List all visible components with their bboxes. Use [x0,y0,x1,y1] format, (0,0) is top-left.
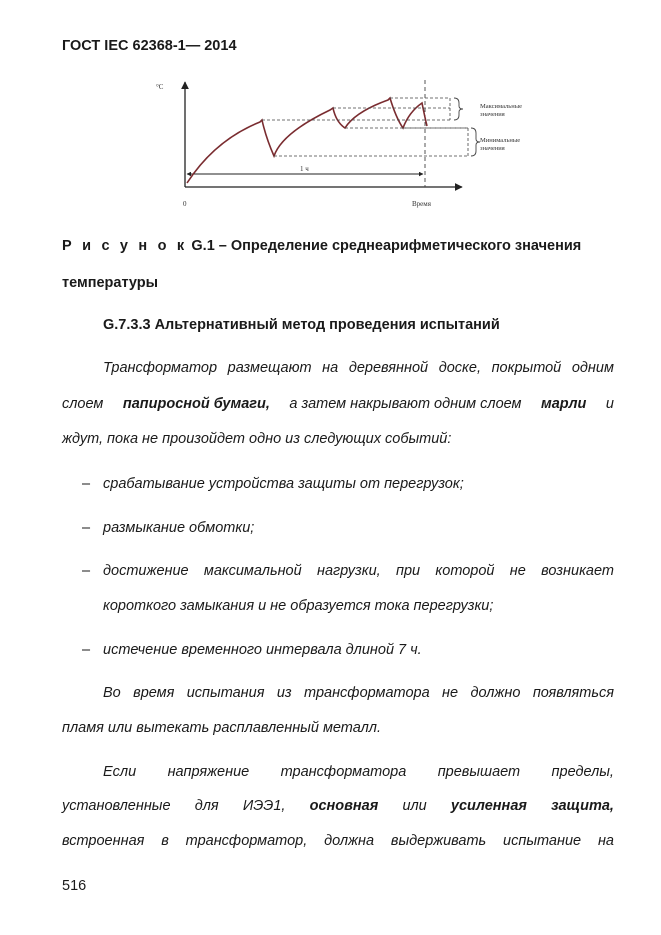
word: слоем [62,396,104,412]
list-dash: – [82,476,91,492]
list-item-1: срабатывание устройства защиты от перегрузок; [103,476,464,492]
x-origin-label: 0 [183,200,187,208]
interval-label: 1 ч [300,165,309,173]
list-item-4: истечение временного интервала длиной 7 ч. [103,642,422,658]
bold-term: папиросной бумаги, [122,396,270,412]
word: появляться [532,685,614,701]
y-unit-label: °C [156,83,164,91]
word: в [161,833,169,849]
word: покрытой [491,360,562,376]
word: Во [103,685,121,701]
min-label-1: Минимальные [480,137,521,144]
caption-line-2: температуры [62,275,159,291]
word: испытание [503,833,582,849]
word: деревянной [348,360,429,376]
word: выдерживать [390,833,487,849]
word: размещают [227,360,312,376]
max-brace [454,98,463,120]
word: достижение [103,563,189,579]
word: время [133,685,175,701]
bold-term: усиленная [450,798,527,814]
word: возникает [541,563,614,579]
word: не [442,685,459,701]
page-number: 516 [62,878,87,894]
word: и [605,396,614,412]
x-axis-label: Время [412,200,431,208]
word: максимальной [203,563,302,579]
para3-line1 [103,764,614,780]
word: Если [103,764,137,780]
section-title: G.7.3.3 Альтернативный метод проведения испытаний [103,317,500,333]
word: должна [324,833,375,849]
word: которой [435,563,495,579]
list-dash: – [82,642,91,658]
list-item-2: размыкание обмотки; [103,520,255,536]
bold-term: марли [541,396,587,412]
para2-line1 [103,685,614,701]
word: напряжение [167,764,250,780]
max-label-2: значения [480,111,505,118]
page-header: ГОСТ IEC 62368-1— 2014 [62,38,237,54]
word: должно [470,685,521,701]
word: установленные [62,798,171,814]
temperature-figure [150,70,540,215]
word: для [194,798,219,814]
word: на [597,833,614,849]
word: ИЭЭ1, [242,798,286,814]
word: нагрузки, [316,563,381,579]
min-lines [274,128,468,156]
min-brace [471,128,480,156]
word: пределы, [551,764,614,780]
word: из [276,685,292,701]
word: встроенная [62,833,145,849]
word: трансформатора [280,764,407,780]
word: одним [571,360,614,376]
para3-line3 [62,833,614,849]
min-label-2: значения [480,145,505,152]
bold-term: защита, [551,798,614,814]
para1-line3: ждут, пока не произойдет одно из следующих событий: [62,431,452,447]
word: или [402,798,427,814]
word: испытания [186,685,265,701]
word: трансформатор, [185,833,308,849]
bold-term: основная [309,798,379,814]
para1-line2 [62,396,614,412]
word: Трансформатор [103,360,218,376]
list-item-3-line1 [103,563,614,579]
caption-line-1: G.1 – Определение среднеарифметического значения [187,238,582,254]
word: не [509,563,526,579]
list-item-3-line2: короткого замыкания и не образуется тока перегрузки; [103,598,494,614]
word: при [396,563,421,579]
caption-prefix: Р и с у н о к [62,238,188,254]
word: а затем накрывают одним слоем [289,396,522,412]
word: доске, [438,360,481,376]
list-dash: – [82,563,91,579]
word: трансформатора [304,685,430,701]
list-dash: – [82,520,91,536]
para1-line1 [103,360,614,376]
para3-line2 [62,798,614,814]
para2-line2: пламя или вытекать расплавленный металл. [62,720,381,736]
word: на [322,360,339,376]
max-label-1: Максимальные [480,103,522,110]
word: превышает [437,764,521,780]
figure-caption [62,238,581,254]
